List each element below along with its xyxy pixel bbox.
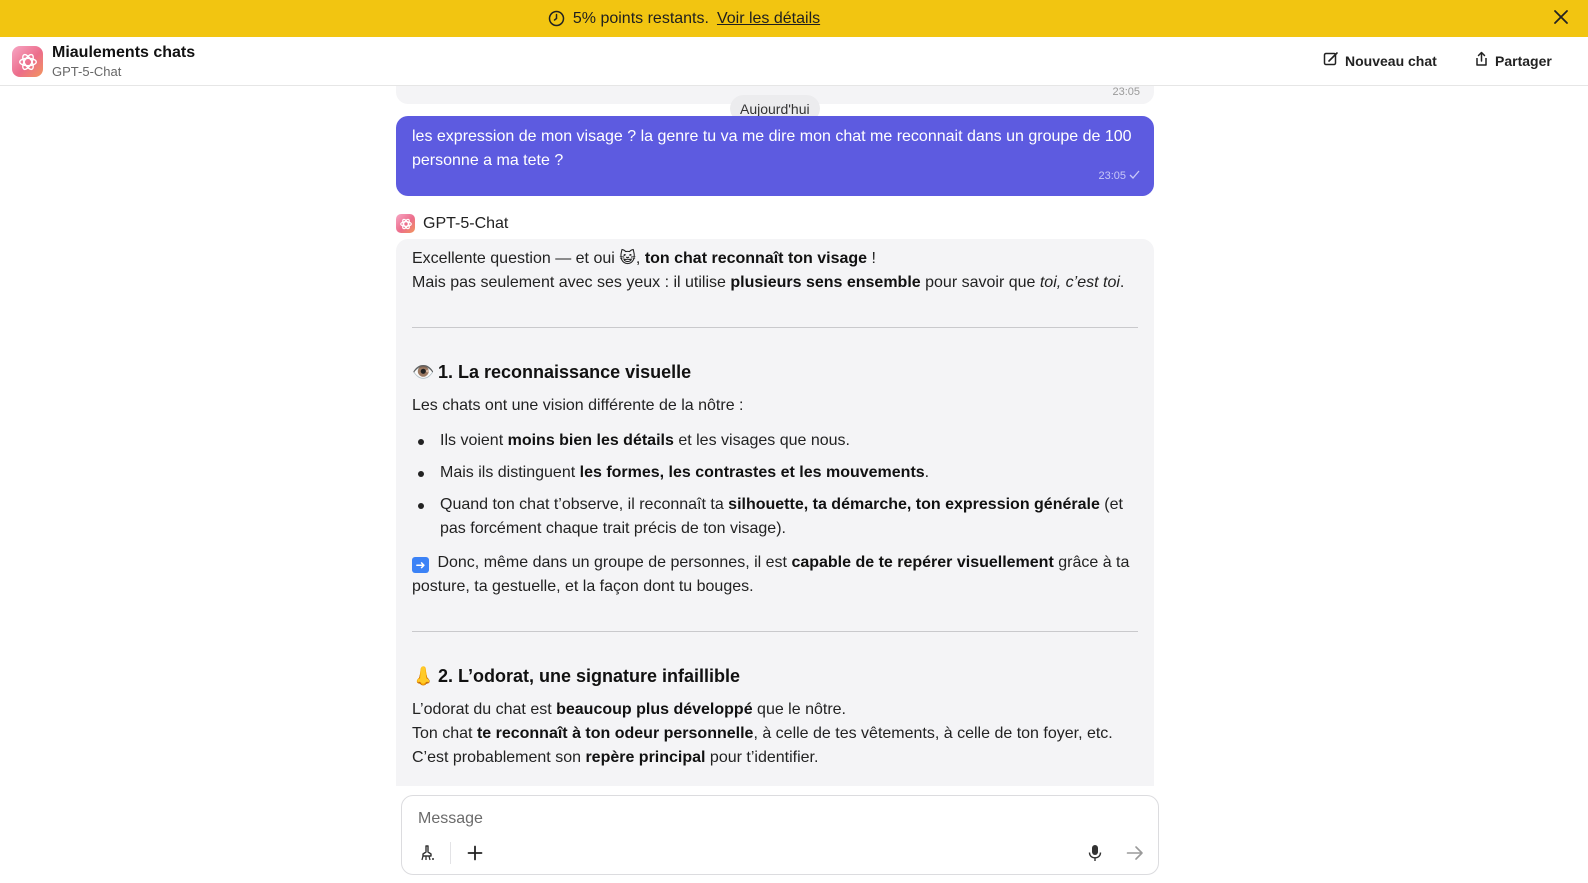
banner-details-link[interactable]: Voir les détails: [716, 9, 821, 27]
read-check-icon: [1129, 164, 1140, 188]
new-chat-button[interactable]: [1323, 51, 1437, 70]
toolbar-divider: [450, 842, 451, 864]
microphone-icon[interactable]: [1082, 840, 1108, 866]
conversation-area[interactable]: [0, 86, 1588, 786]
new-chat-label: Nouveau chat: [1345, 52, 1437, 69]
section-heading: 👃 2. L’odorat, une signature infaillible: [412, 666, 741, 686]
intro-line-2: Mais pas seulement avec ses yeux : il utilise plusieurs sens ensemble pour savoir que toi, c’est toi.: [412, 274, 1125, 291]
paragraph-line: Ton chat te reconnaît à ton odeur personnelle, à celle de tes vêtements, à celle de ton foyer, etc.: [412, 725, 1113, 742]
openai-logo-icon: [12, 46, 43, 77]
assistant-header: [396, 214, 508, 233]
new-chat-icon: [1323, 51, 1339, 70]
message-timestamp: 23:05: [1098, 170, 1126, 182]
divider: [412, 327, 1138, 328]
message-input[interactable]: Message: [418, 810, 483, 827]
assistant-message-bubble: [396, 239, 1154, 786]
intro-line-1: Excellente question — et oui 😺, ton chat reconnaît ton visage !: [412, 250, 876, 267]
brush-icon[interactable]: [414, 840, 440, 866]
openai-logo-icon: [396, 214, 415, 233]
section-heading: 👁️ 1. La reconnaissance visuelle: [412, 362, 692, 382]
plus-icon[interactable]: [462, 840, 488, 866]
send-arrow-icon[interactable]: [1122, 840, 1148, 866]
clock-icon: [548, 10, 565, 27]
close-icon[interactable]: [1548, 4, 1574, 30]
list-item: Mais ils distinguent les formes, les contrastes et les mouvements.: [412, 461, 1138, 485]
right-arrow-icon: ➜: [412, 557, 429, 573]
message-timestamp: 23:05: [1112, 86, 1140, 98]
section-lead: Les chats ont une vision différente de la nôtre :: [412, 397, 744, 414]
banner-text: 5% points restants.: [572, 9, 709, 27]
message-composer[interactable]: [401, 795, 1159, 875]
share-button[interactable]: [1474, 51, 1552, 70]
nose-icon: 👃: [412, 666, 435, 686]
chat-header: [0, 37, 1588, 86]
paragraph-line: L’odorat du chat est beaucoup plus développé que le nôtre.: [412, 701, 846, 718]
user-message-bubble: [396, 116, 1154, 196]
share-label: Partager: [1495, 52, 1552, 69]
divider: [412, 631, 1138, 632]
credits-banner: [0, 0, 1588, 37]
list-item: Quand ton chat t’observe, il reconnaît ta silhouette, ta démarche, ton expression générale (et pas forcément chaque trait précis de ton visage).: [412, 493, 1138, 541]
conclusion-paragraph: ➜ Donc, même dans un groupe de personnes, il est capable de te repérer visuellement grâce à ta posture, ta gestuelle, et la façon dont tu bouges.: [412, 554, 1130, 595]
chat-title: Miaulements chats: [52, 44, 196, 61]
paragraph-line: C’est probablement son repère principal pour t’identifier.: [412, 749, 819, 766]
eye-icon: 👁️: [412, 362, 435, 382]
user-message-text: les expression de mon visage ? la genre tu va me dire mon chat me reconnait dans un groupe de 100 personne a ma tete ?: [412, 128, 1132, 169]
list-item: Ils voient moins bien les détails et les visages que nous.: [412, 429, 1138, 453]
bullet-list: [412, 429, 1138, 541]
chat-model-label: GPT-5-Chat: [52, 64, 122, 79]
share-icon: [1474, 51, 1489, 70]
assistant-name: GPT-5-Chat: [423, 214, 509, 232]
day-separator: Aujourd'hui: [730, 95, 820, 122]
